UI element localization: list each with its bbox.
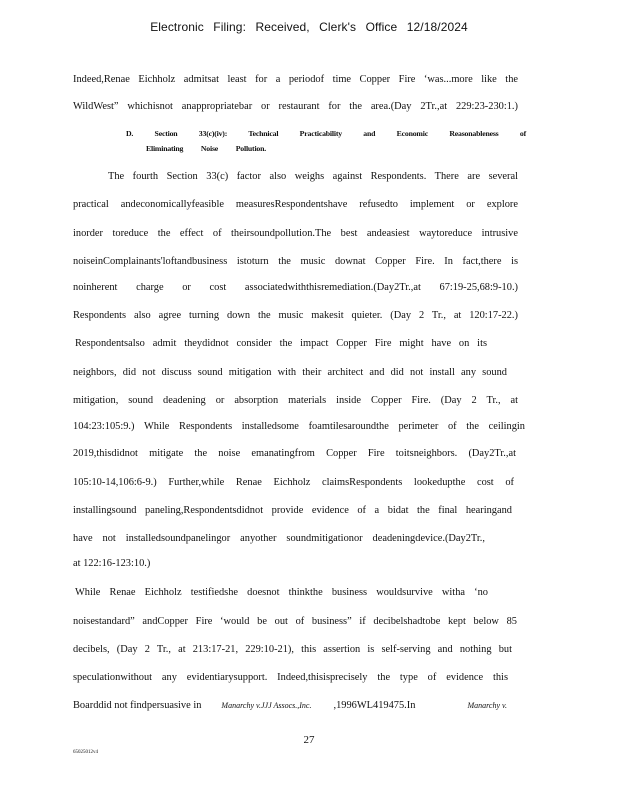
section-heading: D. Section 33(c)(iv): Technical Practicability and Economic Reasonableness of: [126, 129, 526, 138]
paragraph-line: WildWest” whichisnot anappropriatebar or restaurant for the area.(Day 2Tr.,at 229:23-230:1.): [73, 101, 518, 112]
line-text: ,1996WL419475.In: [333, 700, 416, 711]
paragraph-line: Indeed,Renae Eichholz admitsat least for a periodof time Copper Fire ‘was...more like the: [73, 74, 518, 85]
paragraph-line: 2019,thisdidnot mitigate the noise emanatingfrom Copper Fire toitsneighbors. (Day2Tr.,at: [73, 448, 516, 459]
paragraph-line: 104:23:105:9.) While Respondents installedsome foamtilesaroundthe perimeter of the ceilingin: [73, 421, 525, 432]
paragraph-line: The fourth Section 33(c) factor also weighs against Respondents. There are several: [108, 171, 518, 182]
paragraph-line: speculationwithout any evidentiarysupport. Indeed,thisisprecisely the type of evidence this: [73, 672, 508, 683]
paragraph-line: decibels, (Day 2 Tr., at 213:17-21, 229:10-21), this assertion is self-serving and nothing but: [73, 644, 512, 655]
paragraph-line: mitigation, sound deadening or absorption materials inside Copper Fire. (Day 2 Tr., at: [73, 395, 518, 406]
paragraph-line: While Renae Eichholz testifiedshe doesnot thinkthe business wouldsurvive witha ‘no: [75, 587, 488, 598]
case-citation: Manarchy v.: [467, 701, 507, 710]
paragraph-line: noiseinComplainants'loftandbusiness istoturn the music downat Copper Fire. In fact,there is: [73, 256, 518, 267]
page-number: 27: [303, 734, 315, 746]
paragraph-line: Respondentsalso admit theydidnot consider the impact Copper Fire might have on its: [75, 338, 487, 349]
paragraph-line: noisestandard” andCopper Fire ‘would be out of business” if decibelshadtobe kept below 85: [73, 616, 517, 627]
paragraph-line: neighbors, did not discuss sound mitigation with their architect and did not install any sound: [73, 367, 507, 378]
paragraph-line-with-citation: [73, 699, 543, 713]
paragraph-line: Respondents also agree turning down the music makesit quieter. (Day 2 Tr., at 120:17-22.): [73, 310, 518, 321]
paragraph-line: installingsound paneling,Respondentsdidnot provide evidence of a bidat the final hearingand: [73, 505, 512, 516]
paragraph-line: inorder toreduce the effect of theirsoundpollution.The best andeasiest waytoreduce intrusive: [73, 228, 518, 239]
paragraph-line: 105:10-14,106:6-9.) Further,while Renae Eichholz claimsRespondents lookedupthe cost of: [73, 477, 514, 488]
paragraph-line: practical andeconomicallyfeasible measuresRespondentshave refusedto implement or explore: [73, 199, 518, 210]
section-heading-continued: Eliminating Noise Pollution.: [146, 144, 266, 153]
case-citation: Manarchy v.JJJ Assocs.,Inc.: [221, 701, 312, 710]
filing-header: Electronic Filing: Received, Clerk's Office 12/18/2024: [150, 20, 468, 34]
paragraph-line: noinherent charge or cost associatedwiththisremediation.(Day2Tr.,at 67:19-25,68:9-10.): [73, 282, 518, 293]
paragraph-line: at 122:16-123:10.): [73, 558, 151, 569]
document-id: 65025012v4: [73, 750, 98, 755]
line-text: Boarddid not findpersuasive in: [73, 700, 202, 711]
paragraph-line: have not installedsoundpanelingor anyother soundmitigationor deadeningdevice.(Day2Tr.,: [73, 533, 485, 544]
